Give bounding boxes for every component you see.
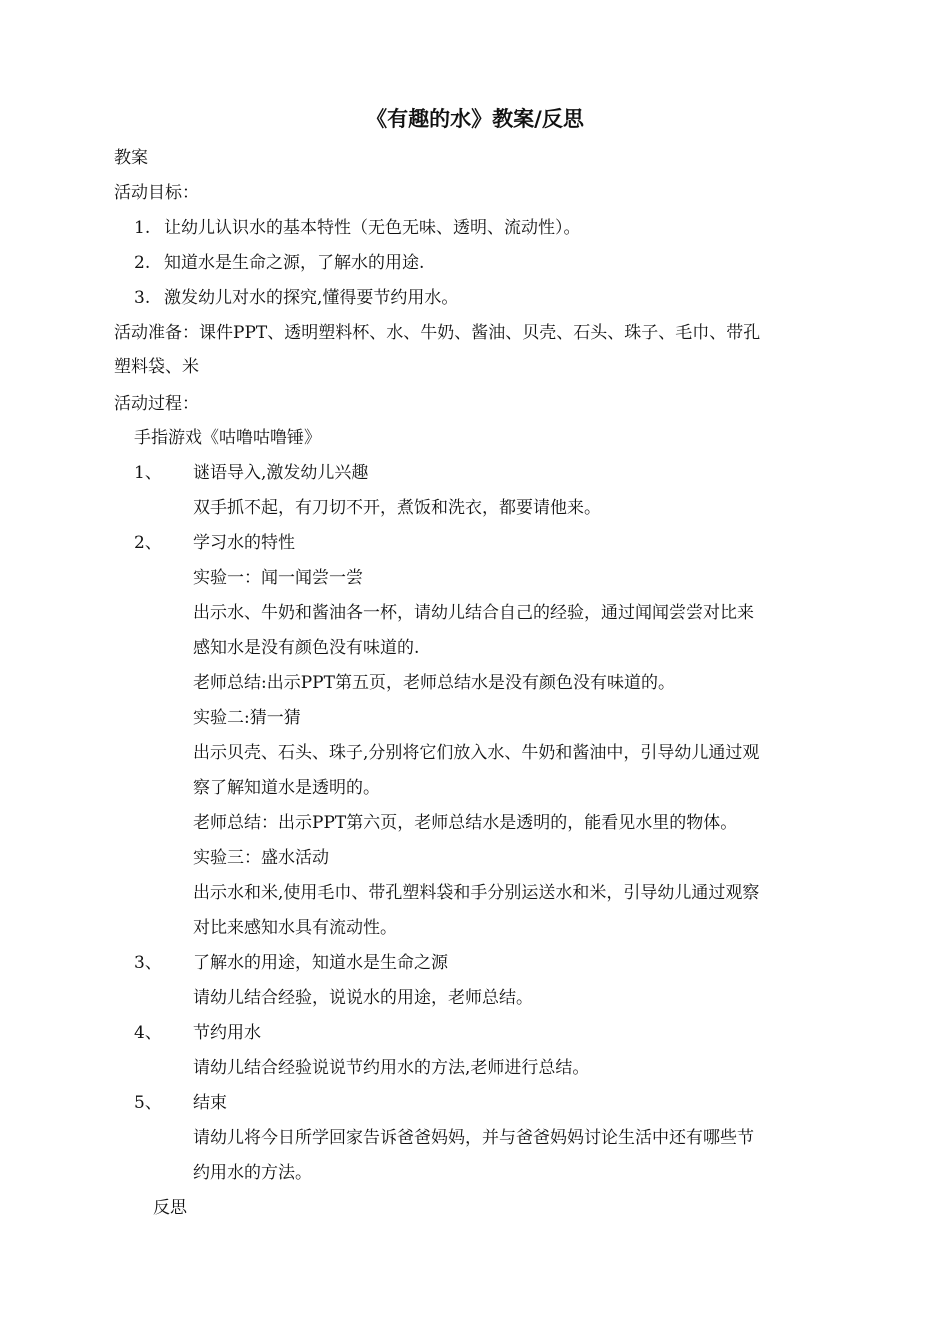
goal-number: 2. [134,253,151,273]
step-line: 实验三：盛水活动 [193,848,329,868]
step-title: 学习水的特性 [193,533,295,553]
step-number: 4、 [134,1023,162,1043]
step-number: 3、 [134,953,162,973]
document-title: 《有趣的水》教案/反思 [366,107,584,131]
goal-text: 知道水是生命之源，了解水的用途. [164,253,425,273]
step-line: 约用水的方法。 [193,1163,312,1183]
step-line: 老师总结:出示PPT第五页，老师总结水是没有颜色没有味道的。 [193,673,675,693]
section-reflection-heading: 反思 [153,1198,187,1218]
goal-number: 3. [134,288,151,308]
step-line: 请幼儿将今日所学回家告诉爸爸妈妈，并与爸爸妈妈讨论生活中还有哪些节 [193,1128,754,1148]
step-line: 双手抓不起，有刀切不开，煮饭和洗衣，都要请他来。 [193,498,601,518]
step-line: 请幼儿结合经验说说节约用水的方法,老师进行总结。 [193,1058,590,1078]
step-line: 出示贝壳、石头、珠子,分别将它们放入水、牛奶和酱油中，引导幼儿通过观 [193,743,760,763]
step-line: 实验二:猜一猜 [193,708,301,728]
step-line: 对比来感知水具有流动性。 [193,918,397,938]
step-title: 节约用水 [193,1023,261,1043]
step-line: 老师总结：出示PPT第六页，老师总结水是透明的，能看见水里的物体。 [193,813,738,833]
step-line: 察了解知道水是透明的。 [193,778,380,798]
section-plan-heading: 教案 [114,148,148,168]
prep-line: 活动准备：课件PPT、透明塑料杯、水、牛奶、酱油、贝壳、石头、珠子、毛巾、带孔 [114,323,761,343]
step-number: 1、 [134,463,162,483]
step-line: 实验一：闻一闻尝一尝 [193,568,363,588]
step-line: 请幼儿结合经验，说说水的用途，老师总结。 [193,988,533,1008]
process-heading: 活动过程： [114,394,199,414]
goal-text: 让幼儿认识水的基本特性（无色无味、透明、流动性）。 [164,218,581,238]
step-number: 2、 [134,533,162,553]
goal-number: 1. [134,218,151,238]
step-line: 出示水、牛奶和酱油各一杯，请幼儿结合自己的经验，通过闻闻尝尝对比来 [193,603,754,623]
goal-text: 激发幼儿对水的探究,懂得要节约用水。 [164,288,459,308]
step-title: 结束 [193,1093,227,1113]
step-line: 出示水和米,使用毛巾、带孔塑料袋和手分别运送水和米，引导幼儿通过观察 [193,883,760,903]
step-line: 感知水是没有颜色没有味道的. [193,638,420,658]
step-title: 了解水的用途，知道水是生命之源 [193,953,448,973]
goals-heading: 活动目标： [114,183,199,203]
step-number: 5、 [134,1093,162,1113]
step-title: 谜语导入,激发幼儿兴趣 [193,463,369,483]
warmup-game: 手指游戏《咕噜咕噜锤》 [134,428,321,448]
prep-line: 塑料袋、米 [114,357,199,377]
